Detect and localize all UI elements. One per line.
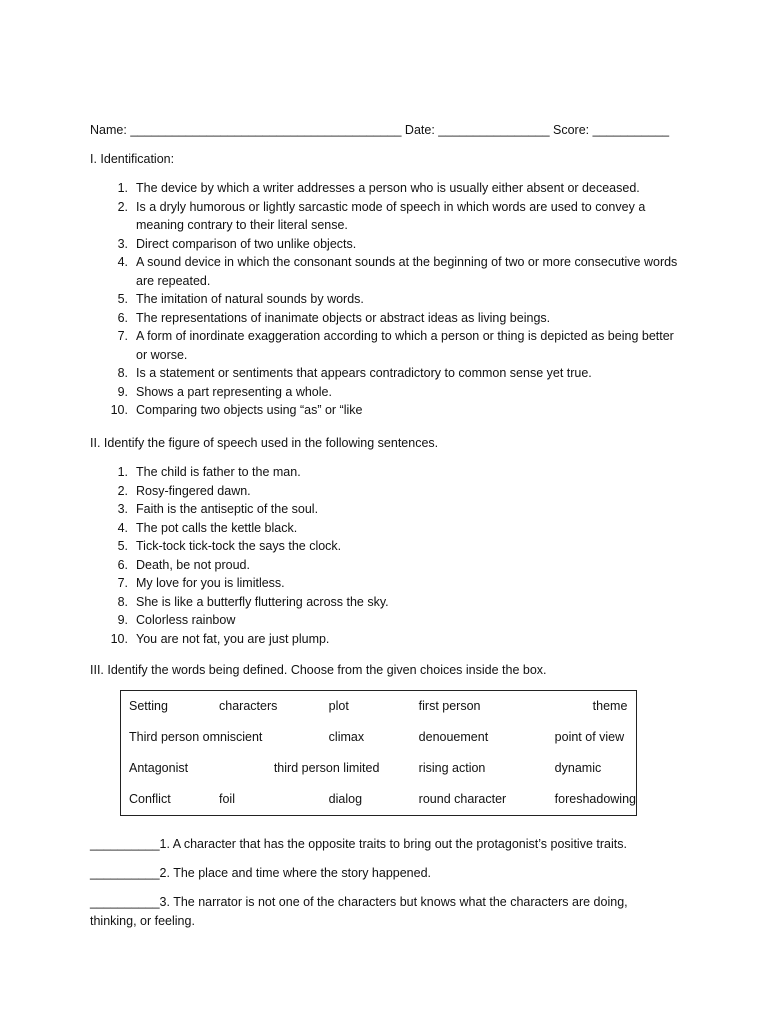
list-item xyxy=(90,327,680,364)
choices-row xyxy=(121,753,637,784)
item-number: 10. xyxy=(110,403,128,417)
list-item xyxy=(90,630,680,649)
item-text: The imitation of natural sounds by words. xyxy=(136,292,364,306)
item-text: Tick-tock tick-tock the says the clock. xyxy=(136,539,342,553)
list-item xyxy=(90,253,680,290)
list-item xyxy=(90,401,680,420)
question-text: 2. The place and time where the story happened. xyxy=(159,866,432,880)
section-1-list xyxy=(90,179,680,420)
choices-row xyxy=(121,722,637,753)
item-number: 9. xyxy=(117,613,128,627)
score-label: Score: xyxy=(553,123,590,137)
answer-blank[interactable]: __________ xyxy=(90,895,160,909)
list-item xyxy=(90,235,680,254)
item-number: 5. xyxy=(117,539,128,553)
item-number: 3. xyxy=(117,236,128,251)
list-item xyxy=(90,537,680,556)
question-2 xyxy=(90,864,690,883)
choice-item: third person limited xyxy=(273,761,380,776)
list-item xyxy=(90,574,680,593)
answer-blank[interactable]: __________ xyxy=(90,837,160,851)
item-number: 1. xyxy=(117,181,128,195)
item-text: The child is father to the man. xyxy=(136,465,301,479)
question-text: 1. A character that has the opposite traits to bring out the protagonist’s positive traits. xyxy=(159,837,627,851)
question-1 xyxy=(90,835,690,854)
choice-item: climax xyxy=(328,730,365,745)
answer-blank[interactable]: __________ xyxy=(90,866,160,880)
date-label: Date: xyxy=(404,123,435,137)
item-text: Direct comparison of two unlike objects. xyxy=(136,236,357,251)
list-item xyxy=(90,556,680,575)
item-number: 2. xyxy=(117,483,128,498)
choice-item: rising action xyxy=(418,761,486,776)
choice-item: dynamic xyxy=(554,761,602,776)
choice-item: round character xyxy=(418,792,507,807)
item-number: 7. xyxy=(117,329,128,343)
list-item xyxy=(90,383,680,402)
choice-item: plot xyxy=(328,699,349,714)
choice-item: Setting xyxy=(129,699,168,714)
item-number: 4. xyxy=(117,255,128,269)
list-item xyxy=(90,519,680,538)
name-label: Name: xyxy=(90,123,127,137)
item-number: 8. xyxy=(117,594,128,609)
item-text: The representations of inanimate objects or abstract ideas as living beings. xyxy=(136,310,551,325)
item-text: Rosy-fingered dawn. xyxy=(136,483,251,498)
choices-box xyxy=(120,690,637,816)
choice-item: denouement xyxy=(418,730,489,745)
section-2-list xyxy=(90,463,680,648)
header-line xyxy=(90,121,680,140)
item-number: 2. xyxy=(117,199,128,214)
choice-item: dialog xyxy=(328,792,363,807)
list-item xyxy=(90,179,680,198)
item-number: 9. xyxy=(117,384,128,399)
choices-row xyxy=(121,784,637,816)
item-text: Shows a part representing a whole. xyxy=(136,384,332,399)
list-item xyxy=(90,290,680,309)
list-item xyxy=(90,198,680,235)
item-number: 1. xyxy=(117,465,128,479)
score-blank: ___________ xyxy=(592,123,670,137)
item-number: 8. xyxy=(117,366,128,380)
item-text: Death, be not proud. xyxy=(136,557,250,572)
item-text: You are not fat, you are just plump. xyxy=(136,631,330,646)
item-text: Colorless rainbow xyxy=(136,613,236,627)
section-3-title: III. Identify the words being defined. Choose from the given choices inside the box. xyxy=(90,663,547,677)
choice-item: characters xyxy=(219,699,278,714)
list-item xyxy=(90,611,680,630)
question-text: 3. The narrator is not one of the characters but knows what the characters are doing, thinking, or feeling. xyxy=(90,895,628,928)
choice-item: theme xyxy=(592,699,628,714)
item-number: 7. xyxy=(117,576,128,590)
list-item xyxy=(90,482,680,501)
section-2-title: II. Identify the figure of speech used in the following sentences. xyxy=(90,436,439,450)
item-number: 4. xyxy=(117,520,128,535)
choice-item: Third person omniscient xyxy=(129,730,263,745)
choice-item: Conflict xyxy=(129,792,171,807)
item-text: Is a statement or sentiments that appears contradictory to common sense yet true. xyxy=(136,366,592,380)
item-number: 3. xyxy=(117,502,128,516)
date-blank: ________________ xyxy=(438,123,550,137)
choice-item: foil xyxy=(219,792,235,807)
item-number: 6. xyxy=(117,310,128,325)
choice-item: Antagonist xyxy=(129,761,189,776)
item-text: Faith is the antiseptic of the soul. xyxy=(136,502,319,516)
item-number: 10. xyxy=(110,631,128,646)
item-number: 5. xyxy=(117,292,128,306)
item-text: My love for you is limitless. xyxy=(136,576,285,590)
list-item xyxy=(90,309,680,328)
section-1-title: I. Identification: xyxy=(90,152,175,166)
item-text: A form of inordinate exaggeration according to which a person or thing is depicted as being better or worse. xyxy=(136,329,674,362)
item-text: Comparing two objects using “as” or “like xyxy=(136,403,363,417)
item-text: The pot calls the kettle black. xyxy=(136,520,298,535)
list-item xyxy=(90,500,680,519)
item-text: The device by which a writer addresses a person who is usually either absent or deceased. xyxy=(136,181,640,195)
item-text: Is a dryly humorous or lightly sarcastic mode of speech in which words are used to convey a meaning contrary to their literal sense. xyxy=(136,199,646,232)
name-blank: _______________________________________ xyxy=(130,123,402,137)
list-item xyxy=(90,463,680,482)
choices-row xyxy=(121,691,637,723)
item-text: She is like a butterfly fluttering across the sky. xyxy=(136,594,389,609)
item-text: A sound device in which the consonant sounds at the beginning of two or more consecutive words are repeated. xyxy=(136,255,678,288)
question-3 xyxy=(90,893,650,930)
choice-item: foreshadowing xyxy=(554,792,636,807)
choice-item: point of view xyxy=(554,730,625,745)
choice-item: first person xyxy=(418,699,481,714)
item-number: 6. xyxy=(117,557,128,572)
list-item xyxy=(90,364,680,383)
list-item xyxy=(90,593,680,612)
